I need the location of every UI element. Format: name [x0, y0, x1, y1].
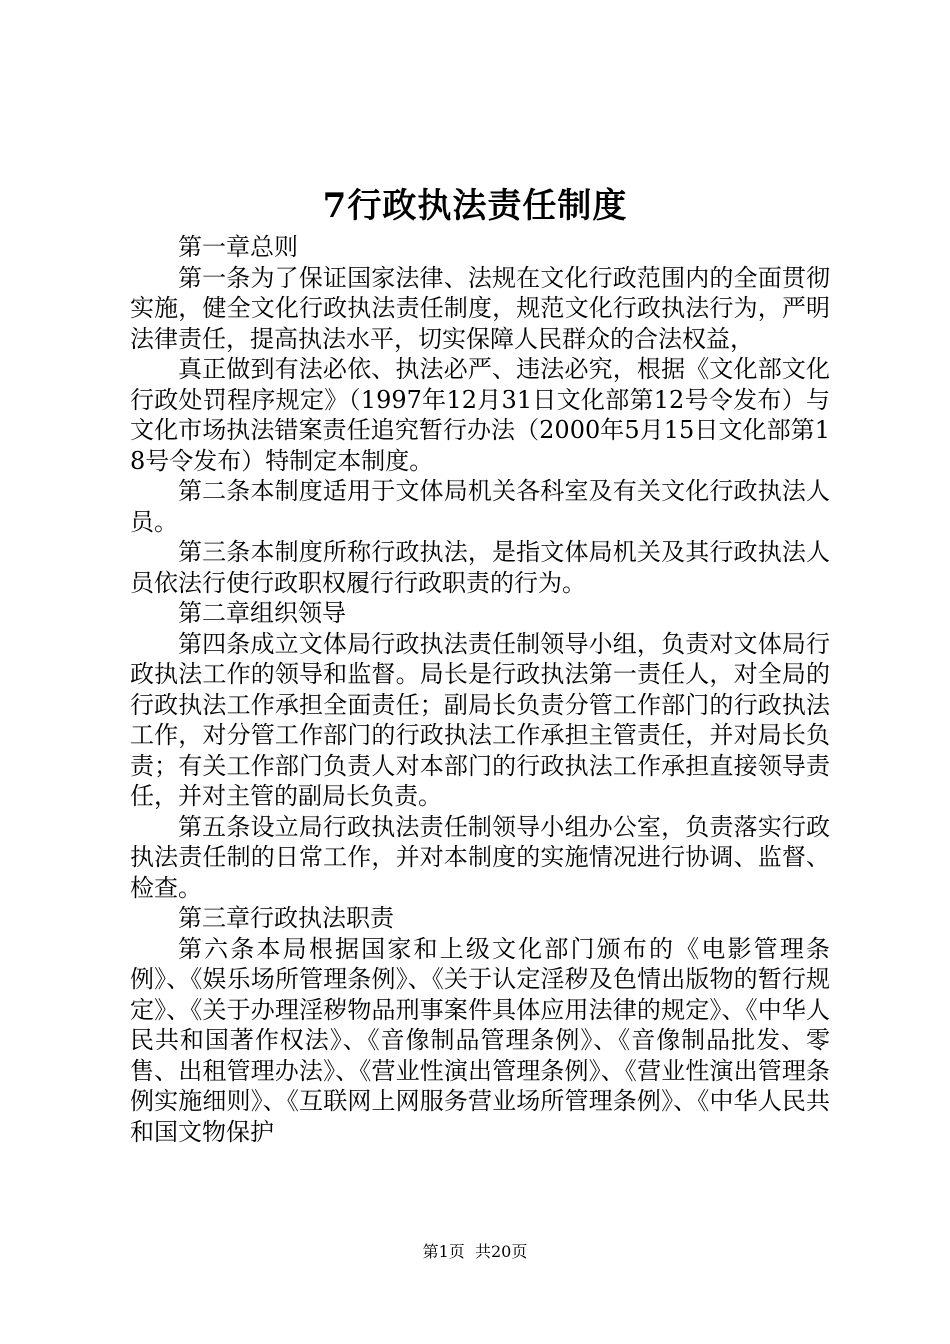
- document-body: [130, 232, 830, 1147]
- page-total: 共20页: [474, 1242, 528, 1261]
- paragraph: 第六条本局根据国家和上级文化部门颁布的《电影管理条例》、《娱乐场所管理条例》、《关于认定淫秽及色情出版物的暂行规定》、《关于办理淫秽物品刑事案件具体应用法律的规定》、《中华人民共和国著作权法》、《音像制品管理条例》、《音像制品批发、零售、出租管理办法》、《营业性演出管理条例》、《营业性演出管理条例实施细则》、《互联网上网服务营业场所管理条例》、《中华人民共和国文物保护: [130, 934, 830, 1146]
- paragraph: 第四条成立文体局行政执法责任制领导小组，负责对文体局行政执法工作的领导和监督。局长是行政执法第一责任人，对全局的行政执法工作承担全面责任；副局长负责分管工作部门的行政执法工作，对分管工作部门的行政执法工作承担主管责任，并对局长负责；有关工作部门负责人对本部门的行政执法工作承担直接领导责任，并对主管的副局长负责。: [130, 629, 830, 810]
- paragraph: 第二条本制度适用于文体局机关各科室及有关文化行政执法人员。: [130, 477, 830, 536]
- document-title: 7行政执法责任制度: [322, 186, 628, 226]
- page-footer: [0, 1241, 950, 1263]
- page-number: 第1页: [422, 1242, 465, 1261]
- paragraph: 第五条设立局行政执法责任制领导小组办公室，负责落实行政执法责任制的日常工作，并对本制度的实施情况进行协调、监督、检查。: [130, 812, 830, 902]
- paragraph: 真正做到有法必依、执法必严、违法必究，根据《文化部文化行政处罚程序规定》（1997年12月31日文化部第12号令发布）与文化市场执法错案责任追究暂行办法（2000年5月15日文化部第18号令发布）特制定本制度。: [130, 355, 830, 475]
- chapter-heading: 第三章行政执法职责: [178, 904, 394, 932]
- chapter-heading: 第一章总则: [178, 233, 298, 261]
- paragraph: 第一条为了保证国家法律、法规在文化行政范围内的全面贯彻实施，健全文化行政执法责任制度，规范文化行政执法行为，严明法律责任，提高执法水平，切实保障人民群众的合法权益，: [130, 263, 830, 353]
- paragraph: 第三条本制度所称行政执法，是指文体局机关及其行政执法人员依法行使行政职权履行行政职责的行为。: [130, 538, 830, 597]
- chapter-heading: 第二章组织领导: [178, 599, 346, 627]
